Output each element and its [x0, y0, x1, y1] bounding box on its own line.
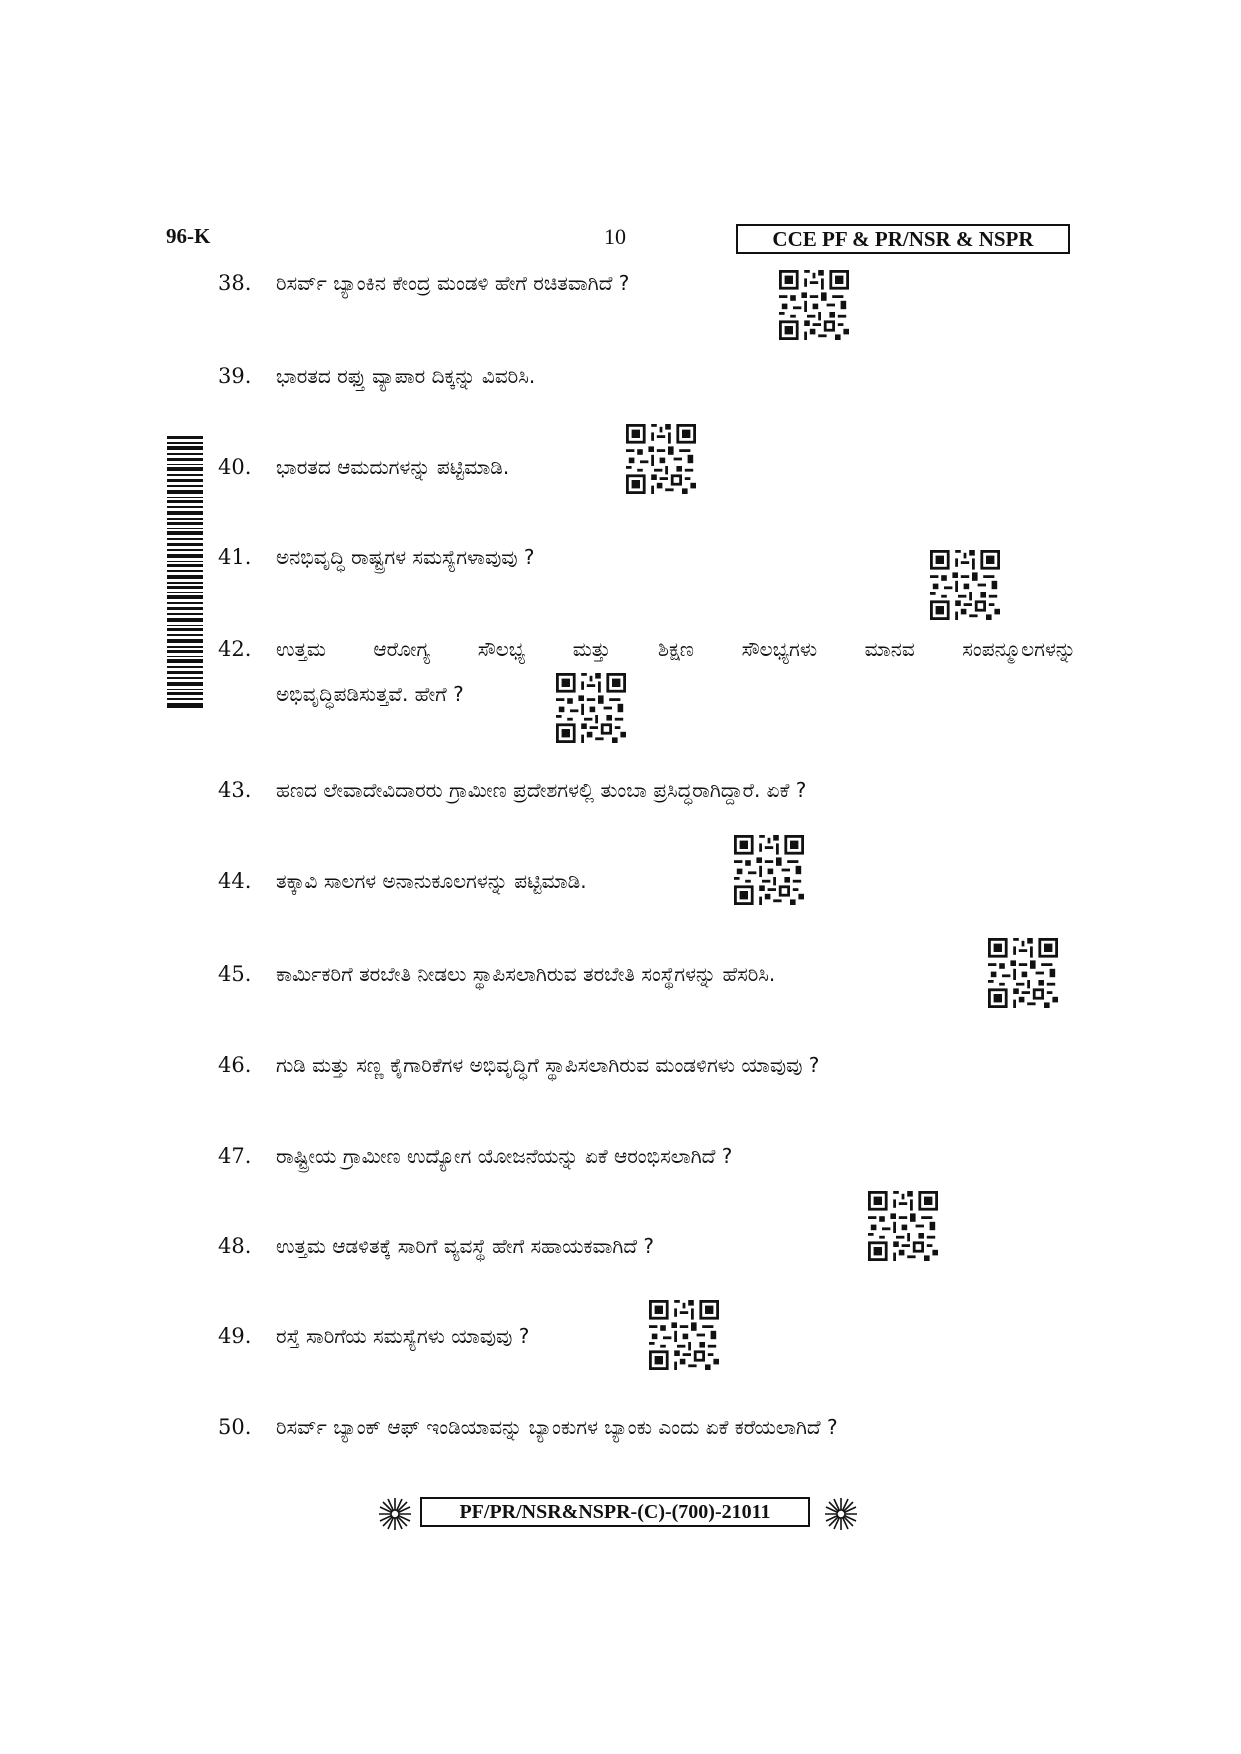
- qr-code-icon: [988, 938, 1058, 1008]
- exam-title-box: CCE PF & PR/NSR & NSPR: [736, 224, 1070, 254]
- question-text: ಅನಭಿವೃದ್ಧಿ ರಾಷ್ಟ್ರಗಳ ಸಮಸ್ಯೆಗಳಾವುವು ?: [276, 545, 535, 569]
- qr-code-icon: [556, 673, 626, 743]
- qr-code-icon: [930, 550, 1000, 620]
- question-number: 41.: [218, 545, 252, 569]
- question-number: 40.: [218, 455, 252, 479]
- footer-code-box: PF/PR/NSR&NSPR-(C)-(700)-21011: [420, 1497, 810, 1527]
- star-burst-icon: [378, 1497, 412, 1531]
- question-number: 50.: [218, 1415, 252, 1439]
- question-48: [218, 1233, 654, 1259]
- qr-code-icon: [626, 424, 696, 494]
- question-text: ಗುಡಿ ಮತ್ತು ಸಣ್ಣ ಕೈಗಾರಿಕೆಗಳ ಅಭಿವೃದ್ಧಿಗೆ ಸ್ಥಾಪಿಸಲಾಗಿರುವ ಮಂಡಳಿಗಳು ಯಾವುವು ?: [276, 1053, 820, 1077]
- question-number: 46.: [218, 1053, 252, 1077]
- question-number: 42.: [218, 637, 252, 661]
- question-43: [218, 777, 806, 803]
- question-text: ಭಾರತದ ಆಮದುಗಳನ್ನು ಪಟ್ಟಿಮಾಡಿ.: [276, 455, 510, 479]
- question-39: [218, 363, 535, 389]
- question-text: ಉತ್ತಮ ಆಡಳಿತಕ್ಕೆ ಸಾರಿಗೆ ವ್ಯವಸ್ಥೆ ಹೇಗೆ ಸಹಾಯಕವಾಗಿದೆ ?: [276, 1234, 655, 1258]
- question-42-line-2: ಅಭಿವೃದ್ಧಿಪಡಿಸುತ್ತವೆ. ಹೇಗೆ ?: [276, 682, 464, 706]
- footer: [378, 1497, 858, 1537]
- question-text: ರಸ್ತೆ ಸಾರಿಗೆಯ ಸಮಸ್ಯೆಗಳು ಯಾವುವು ?: [276, 1324, 530, 1348]
- question-text: ರಿಸರ್ವ್ ಬ್ಯಾಂಕಿನ ಕೇಂದ್ರ ಮಂಡಳಿ ಹೇಗೆ ರಚಿತವಾಗಿದೆ ?: [276, 271, 630, 295]
- question-number: 49.: [218, 1324, 252, 1348]
- star-burst-icon: [824, 1497, 858, 1531]
- question-text: ಹಣದ ಲೇವಾದೇವಿದಾರರು ಗ್ರಾಮೀಣ ಪ್ರದೇಶಗಳಲ್ಲಿ ತುಂಬಾ ಪ್ರಸಿದ್ಧರಾಗಿದ್ದಾರೆ. ಏಕೆ ?: [276, 778, 807, 802]
- question-41: [218, 544, 535, 570]
- question-text: ತಕ್ಕಾವಿ ಸಾಲಗಳ ಅನಾನುಕೂಲಗಳನ್ನು ಪಟ್ಟಿಮಾಡಿ.: [276, 869, 587, 893]
- paper-code: 96-K: [166, 224, 211, 248]
- question-number: 48.: [218, 1234, 252, 1258]
- question-number: 47.: [218, 1144, 252, 1168]
- page-number: 10: [604, 224, 626, 249]
- question-42: [218, 636, 1076, 662]
- qr-code-icon: [734, 835, 804, 905]
- question-47: [218, 1143, 732, 1169]
- question-number: 39.: [218, 364, 252, 388]
- qr-code-icon: [779, 270, 849, 340]
- question-text: ರಿಸರ್ವ್ ಬ್ಯಾಂಕ್ ಆಫ್ ಇಂಡಿಯಾವನ್ನು ಬ್ಯಾಂಕುಗಳ ಬ್ಯಾಂಕು ಎಂದು ಏಕೆ ಕರೆಯಲಾಗಿದೆ ?: [276, 1415, 838, 1439]
- question-46: [218, 1052, 819, 1078]
- question-45: [218, 961, 775, 987]
- question-49: [218, 1323, 529, 1349]
- question-text: ಕಾರ್ಮಿಕರಿಗೆ ತರಬೇತಿ ನೀಡಲು ಸ್ಥಾಪಿಸಲಾಗಿರುವ ತರಬೇತಿ ಸಂಸ್ಥೆಗಳನ್ನು ಹೆಸರಿಸಿ.: [276, 962, 776, 986]
- question-44: [218, 868, 587, 894]
- qr-code-icon: [868, 1191, 938, 1261]
- question-number: 45.: [218, 962, 252, 986]
- qr-code-icon: [649, 1300, 719, 1370]
- question-38: [218, 270, 629, 296]
- question-number: 38.: [218, 271, 252, 295]
- barcode-icon: [167, 436, 203, 708]
- question-number: 44.: [218, 869, 252, 893]
- question-text: ರಾಷ್ಟ್ರೀಯ ಗ್ರಾಮೀಣ ಉದ್ಯೋಗ ಯೋಜನೆಯನ್ನು ಏಕೆ ಆರಂಭಿಸಲಾಗಿದೆ ?: [276, 1144, 733, 1168]
- question-40: [218, 454, 509, 480]
- question-text: ಉತ್ತಮ ಆರೋಗ್ಯ ಸೌಲಭ್ಯ ಮತ್ತು ಶಿಕ್ಷಣ ಸೌಲಭ್ಯಗಳು ಮಾನವ ಸಂಪನ್ಮೂಲಗಳನ್ನು: [276, 637, 1076, 661]
- question-50: [218, 1414, 838, 1440]
- question-number: 43.: [218, 778, 252, 802]
- question-text: ಭಾರತದ ರಫ್ತು ವ್ಯಾಪಾರ ದಿಕ್ಕನ್ನು ವಿವರಿಸಿ.: [276, 364, 536, 388]
